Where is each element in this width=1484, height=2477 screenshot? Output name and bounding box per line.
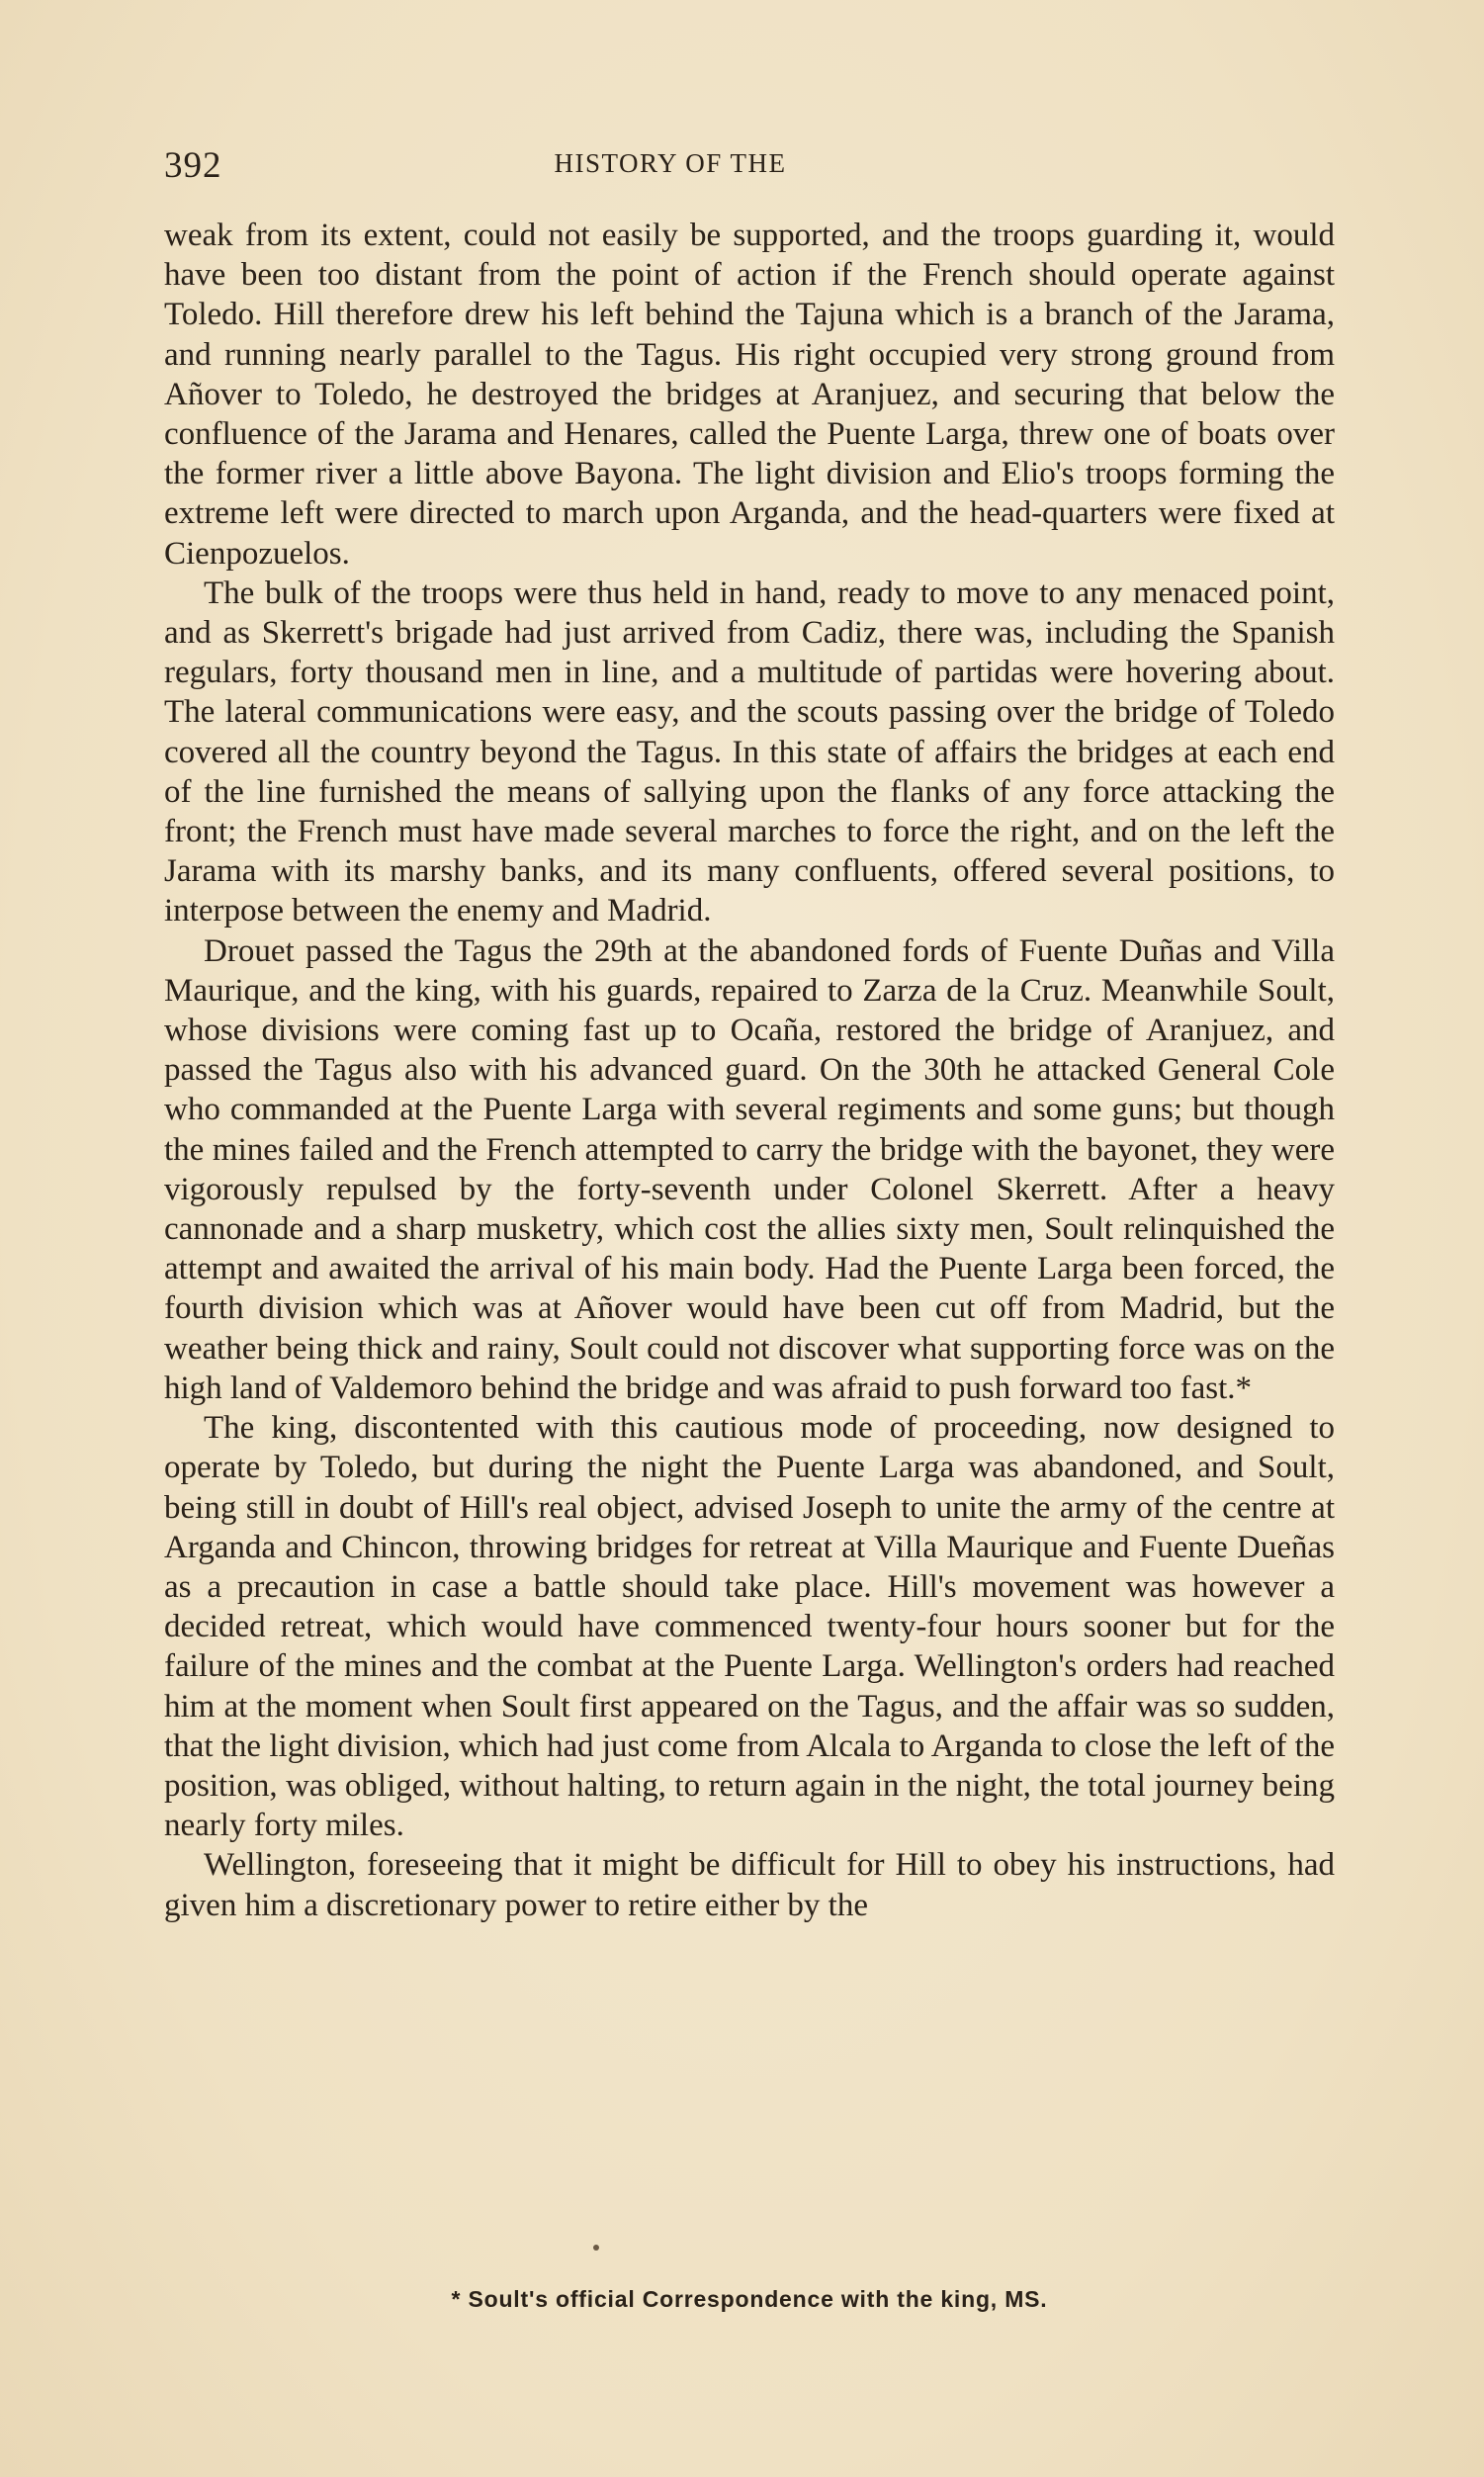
footnote: * Soult's official Correspondence with the king, MS. [451, 2286, 1048, 2312]
paragraph-1: weak from its extent, could not easily be supported, and the troops guarding it, would have been too distant from the point of action if the French should operate against Toledo. Hill therefore drew his left behind the Tajuna which is a branch of the Jarama, and running nearly parallel to the Tagus. His right occupied very strong ground from Añover to Toledo, he destroyed the bridges at Aranjuez, and securing that below the confluence of the Jarama and Henares, called the Puente Larga, threw one of boats over the former river a little above Bayona. The light division and Elio's troops forming the extreme left were directed to march upon Arganda, and the head-quarters were fixed at Cienpozuelos. [164, 218, 1335, 572]
paragraph-2: The bulk of the troops were thus held in hand, ready to move to any menaced point, and as Skerrett's brigade had just arrived from Cadiz, there was, including the Spanish regulars, forty thousand men in line, and a multitude of partidas were hovering about. The lateral communications were easy, and the scouts passing over the bridge of Toledo covered all the country beyond the Tagus. In this state of affairs the bridges at each end of the line furnished the means of sallying upon the flanks of any force attacking the front; the French must have made several marches to force the right, and on the left the Jarama with its marshy banks, and its many confluents, offered several positions, to interpose between the enemy and Madrid. [164, 575, 1335, 929]
page-header [164, 144, 1331, 184]
paragraph-3: Drouet passed the Tagus the 29th at the abandoned fords of Fuente Duñas and Villa Maurique, and the king, with his guards, repaired to Zarza de la Cruz. Meanwhile Soult, whose divisions were coming fast up to Ocaña, restored the bridge of Aranjuez, and passed the Tagus also with his advanced guard. On the 30th he attacked General Cole who commanded at the Puente Larga with several regiments and some guns; but though the mines failed and the French attempted to carry the bridge with the bayonet, they were vigorously repulsed by the forty-seventh under Colonel Skerrett. After a heavy cannonade and a sharp musketry, which cost the allies sixty men, Soult relinquished the attempt and awaited the arrival of his main body. Had the Puente Larga been forced, the fourth division which was at Añover would have been cut off from Madrid, but the weather being thick and rainy, Soult could not discover what supporting force was on the high land of Valdemoro behind the bridge and was afraid to push forward too fast.* [164, 932, 1335, 1406]
page-number: 392 [164, 145, 222, 186]
paragraph-5: Wellington, foreseeing that it might be difficult for Hill to obey his instructions, had given him a discretionary power to retire either by the [164, 1847, 1335, 1923]
running-title: HISTORY OF THE [554, 148, 787, 178]
body-text [164, 216, 1335, 1925]
footnote-dot [593, 2245, 599, 2251]
paragraph-4: The king, discontented with this cautious mode of proceeding, now designed to operate by Toledo, but during the night the Puente Larga was abandoned, and Soult, being still in doubt of Hill's real object, advised Joseph to unite the army of the centre at Arganda and Chincon, throwing bridges for retreat at Villa Maurique and Fuente Dueñas as a precaution in case a battle should take place. Hill's movement was however a decided retreat, which would have commenced twenty-four hours sooner but for the failure of the mines and the combat at the Puente Larga. Wellington's orders had reached him at the moment when Soult first appeared on the Tagus, and the affair was so sudden, that the light division, which had just come from Alcala to Arganda to close the left of the position, was obliged, without halting, to return again in the night, the total journey being nearly forty miles. [164, 1410, 1335, 1844]
